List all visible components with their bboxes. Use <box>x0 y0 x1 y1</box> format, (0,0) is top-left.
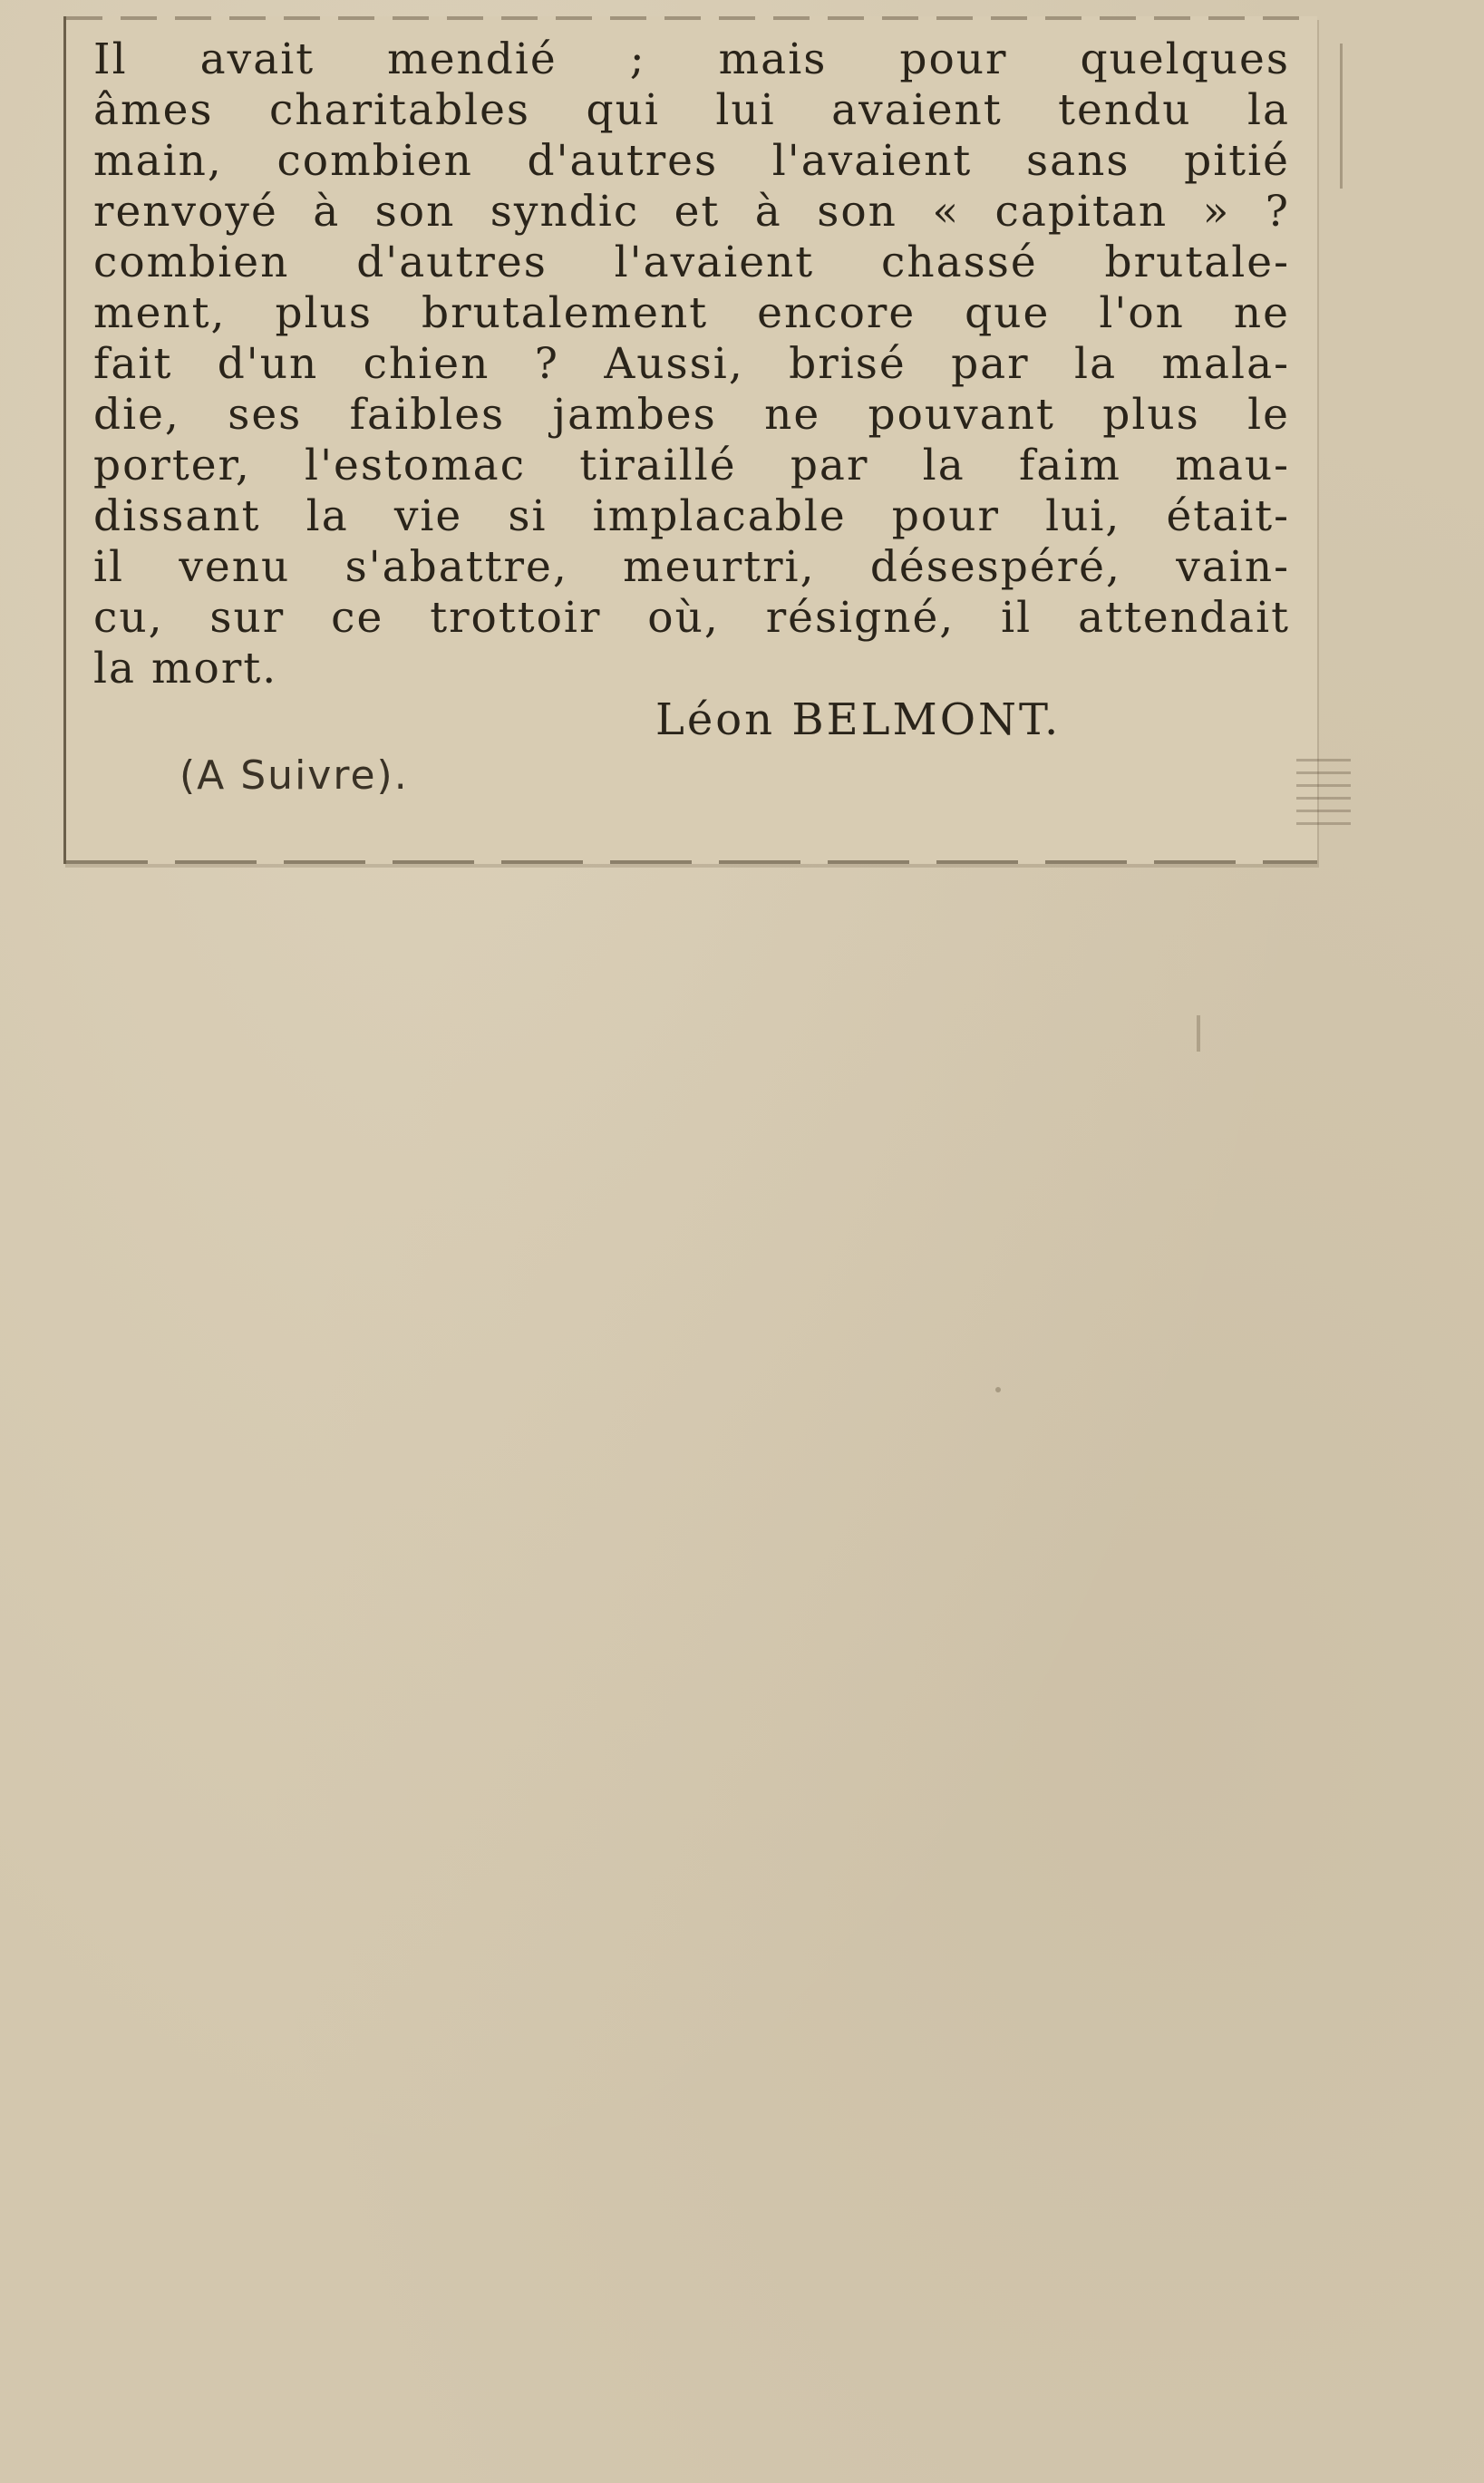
article-line: Il avait mendié ; mais pour quelques <box>93 34 1290 84</box>
author-signature: Léon BELMONT. <box>655 694 1062 745</box>
article-line: renvoyé à son syndic et à son « capitan » ? <box>93 187 1290 237</box>
clipping-bottom-edge <box>66 860 1317 864</box>
article-line: combien d'autres l'avaient chassé brutale- <box>93 238 1290 287</box>
article-line: la mort. <box>93 644 278 693</box>
article-line: cu, sur ce trottoir où, résigné, il attendait <box>93 593 1290 643</box>
paper-stain <box>1296 752 1351 825</box>
article-line: dissant la vie si implacable pour lui, était- <box>93 491 1290 541</box>
article-body <box>93 34 1290 694</box>
article-line: âmes charitables qui lui avaient tendu la <box>93 85 1290 135</box>
article-line: main, combien d'autres l'avaient sans pitié <box>93 136 1290 186</box>
clipping-top-edge <box>66 16 1317 20</box>
paper-speck <box>995 1387 1001 1392</box>
newspaper-clipping <box>63 16 1317 864</box>
article-line: porter, l'estomac tiraillé par la faim mau- <box>93 441 1290 490</box>
clipping-right-edge <box>1340 44 1343 189</box>
article-line: die, ses faibles jambes ne pouvant plus le <box>93 390 1290 440</box>
article-line: fait d'un chien ? Aussi, brisé par la mala- <box>93 339 1290 389</box>
article-line: il venu s'abattre, meurtri, désespéré, vain- <box>93 542 1290 592</box>
continuation-note: (A Suivre). <box>179 752 409 799</box>
article-line: ment, plus brutalement encore que l'on ne <box>93 288 1290 338</box>
paper-speck <box>1197 1015 1200 1052</box>
